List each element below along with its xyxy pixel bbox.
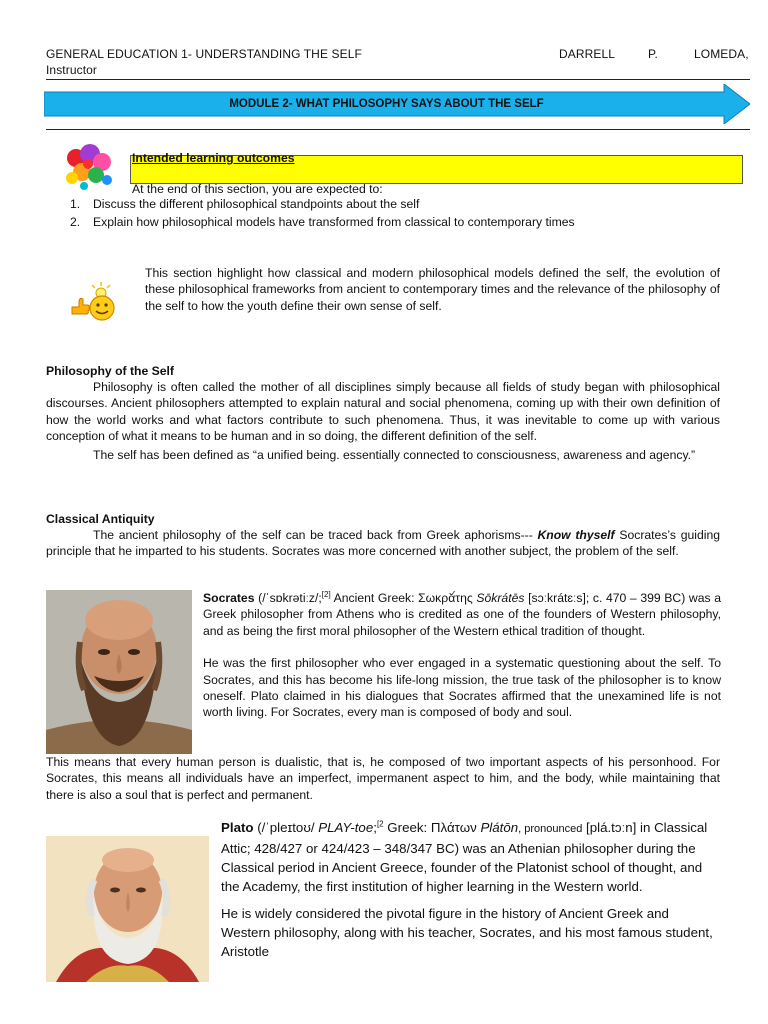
instructor-last-name: LOMEDA, [694,47,749,61]
plato-p2: He is widely considered the pivotal figure in the history of Ancient Greek and Western philosophy, along with his teacher, Socrates, and his most famous student, Aristotle [221,906,713,959]
instructor-first-name: DARRELL [559,47,616,61]
philosophy-paragraph [46,379,720,463]
section-overview: This section highlight how classical and modern philosophical models defined the self, the evolution of these philosophical frameworks from ancient to contemporary times and the relevance of the philosophy of the self to how the youth define their own sense of self. [145,266,720,313]
plato-greek: Greek: Πλάτων [383,820,481,835]
plato-pron: [plá.tɔːn] [582,820,637,835]
section-heading-philosophy-of-self: Philosophy of the Self [46,364,174,378]
socrates-bio [203,590,721,721]
plato-portrait [46,836,209,982]
socrates-greek-label: Ancient Greek: Σωκρᾰ́της [330,591,477,605]
plato-ref: [2 [376,819,384,829]
plato-bio-rest: in Classical Attic; 428/427 or 424/423 – 348/347 BC) was an Athenian philosopher during the Classical period in Ancient Greece, founder of the Platonist school of thought, and the Academy, the first institution of higher learning in the Western world. [221,820,708,894]
socrates-translit: Sōkrátēs [476,591,525,605]
instructor-role: Instructor [46,63,98,77]
instructor-middle-initial: P. [648,47,658,61]
section-heading-classical-antiquity: Classical Antiquity [46,512,155,526]
list-item [70,214,575,230]
list-number: 1. [70,197,81,211]
classical-text-b: Socrates’s guiding principle that he imparted to his students. Socrates was more concerned with another subject, the problem of the self. [46,528,720,559]
thumbs-up-lightbulb-icon [66,280,122,322]
socrates-bio-rest: [sɔːkrátɛːs]; c. 470 – 399 BC) was a Greek philosopher from Athens who is credited as one of the founders of Western philosophy, and as being the first moral philosopher of the Western ethical tradition of thought. [203,591,721,638]
list-text: Explain how philosophical models have transformed from classical to contemporary times [93,215,575,230]
outcomes-list [70,196,575,231]
socrates-ref: [2] [321,589,331,599]
list-item [70,196,575,212]
plato-ipa-em: PLAY-toe [318,820,374,835]
plato-bio [221,818,721,961]
plato-name: Plato [221,820,254,835]
philosophy-p1: Philosophy is often called the mother of all disciplines simply because all fields of study began with philosophical discourses. Ancient philosophers attempted to explain natural and social phenomena, coming up with their own definition of how the world works and what factors contribute to such phenomena. Thus, it was inevitable to come up with various conception of what it means to be human and in so doing, the different definition of the self. [46,380,720,444]
classical-paragraph [46,527,720,560]
socrates-name: Socrates [203,591,255,605]
banner-rule [46,129,750,130]
plato-translit: Plátōn [480,820,519,835]
list-number: 2. [70,215,81,230]
plato-pron-label: , pronounced [518,823,583,835]
plato-ipa-b: ; [373,820,377,835]
know-thyself-emphasis: Know thyself [537,528,615,542]
socrates-p2: He was the first philosopher who ever engaged in a systematic questioning about the self. To Socrates, and this has become his life-long mission, the true task of the philosopher is to know oneself. Plato claimed in his dialogues that Socrates affirmed that the unexamined life is not worth living. For Socrates, every man is composed of body and soul. [203,656,721,720]
top-rule [46,79,750,80]
socrates-ipa: (/ˈsɒkrətiːz/; [254,591,322,605]
colorful-balloons-icon [62,142,116,192]
classical-text-a: The ancient philosophy of the self can be traced back from Greek aphorisms--- [93,528,538,542]
socrates-dualism-paragraph: This means that every human person is dualistic, that is, he composed of two important aspects of his personhood. For Socrates, this means all individuals have an imperfect, impermanent aspect to him, and the body, while maintaining that there is also a soul that is perfect and permanent. [46,755,720,802]
course-title: GENERAL EDUCATION 1- UNDERSTANDING THE SELF [46,47,362,61]
module-title: MODULE 2- WHAT PHILOSOPHY SAYS ABOUT THE SELF [229,98,544,110]
list-text: Discuss the different philosophical standpoints about the self [93,197,420,211]
outcomes-heading: Intended learning outcomes [132,151,295,165]
plato-ipa-a: (/ˈpleɪtoʊ/ [253,820,319,835]
outcomes-intro: At the end of this section, you are expected to: [132,182,383,196]
socrates-portrait [46,590,192,754]
philosophy-p2: The self has been defined as “a unified being. essentially connected to consciousness, awareness and agency.” [93,447,696,462]
